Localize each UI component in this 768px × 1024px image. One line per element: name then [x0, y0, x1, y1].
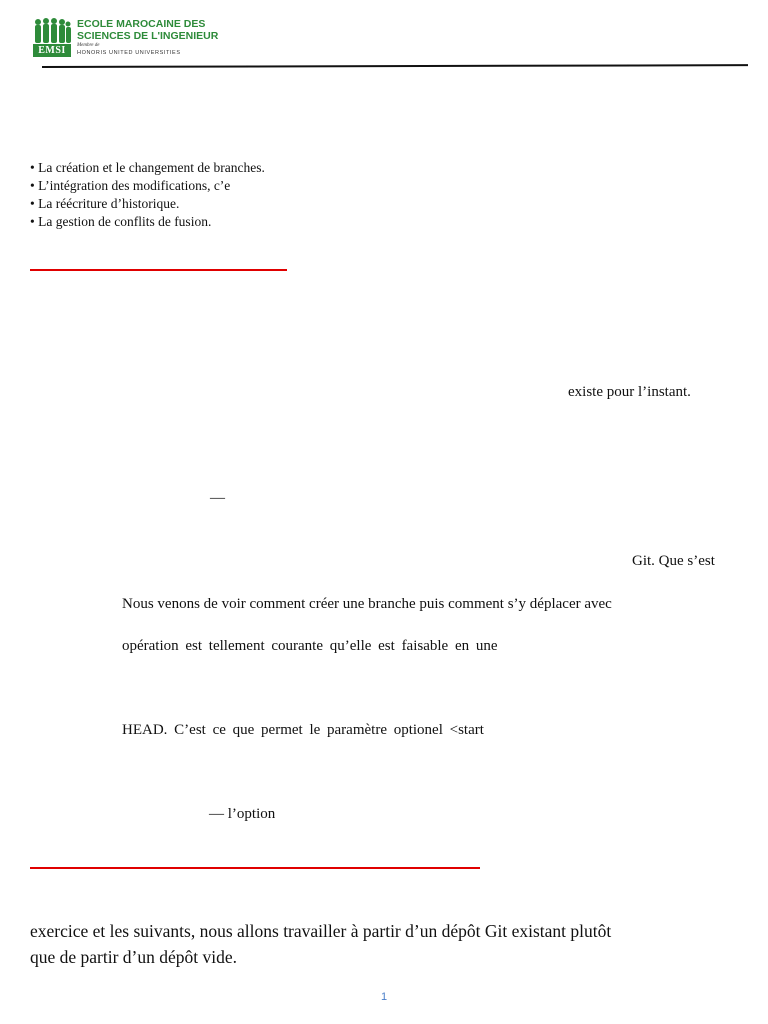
- paragraph-line: opération est tellement courante qu’elle est faisable en une: [122, 638, 498, 654]
- bullet-list: [30, 159, 265, 231]
- text-fragment-git: Git. Que s’est: [632, 553, 715, 569]
- page-number: 1: [380, 991, 388, 1003]
- paragraph-line: Nous venons de voir comment créer une branche puis comment s’y déplacer avec: [122, 596, 612, 612]
- list-item: • L’intégration des modifications, c’e: [30, 178, 231, 193]
- paragraph-line: HEAD. C’est ce que permet le paramètre optionel <start: [122, 722, 484, 738]
- logo-mark: [32, 17, 72, 59]
- school-logo: [32, 17, 219, 59]
- people-figures-icon: [32, 17, 72, 45]
- paragraph-line: que de partir d’un dépôt vide.: [30, 947, 238, 967]
- list-item: • La création et le changement de branches.: [30, 160, 265, 175]
- logo-line-1: ECOLE MAROCAINE DES: [77, 18, 206, 30]
- section-divider-red: [30, 269, 287, 271]
- logo-line-4: HONORIS UNITED UNIVERSITIES: [77, 50, 181, 56]
- exercise-paragraph: [30, 918, 760, 970]
- list-item: • La gestion de conflits de fusion.: [30, 214, 212, 229]
- list-item: • La réécriture d’historique.: [30, 196, 180, 211]
- text-fragment-dash: —: [210, 490, 225, 506]
- text-fragment-instant: existe pour l’instant.: [568, 384, 691, 400]
- section-divider-red: [30, 867, 480, 869]
- text-fragment-option: — l’option: [209, 806, 276, 822]
- logo-line-3: Membre de: [77, 43, 100, 48]
- header-divider: [42, 64, 748, 68]
- logo-emsi-text: EMSI: [33, 44, 71, 57]
- logo-line-2: SCIENCES DE L'INGENIEUR: [77, 30, 219, 42]
- paragraph-line: exercice et les suivants, nous allons travailler à partir d’un dépôt Git existant plutôt: [30, 921, 612, 941]
